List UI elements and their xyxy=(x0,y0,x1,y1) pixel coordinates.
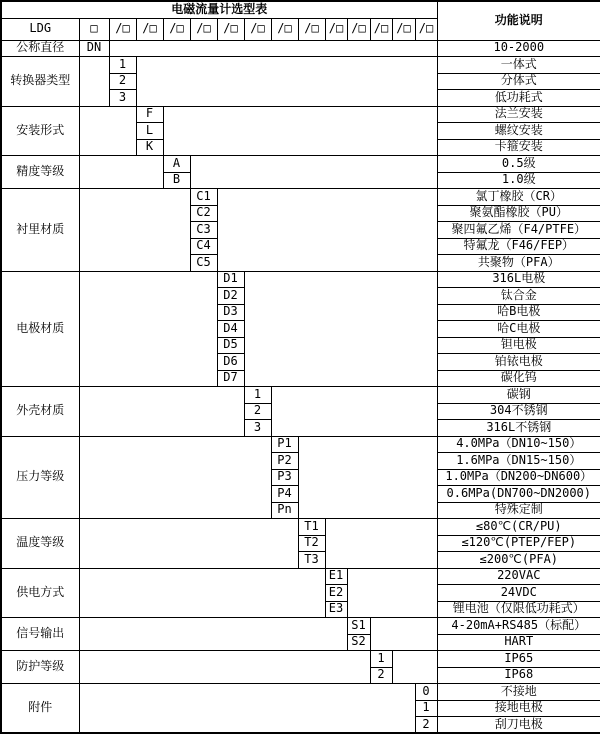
option-desc: 法兰安装 xyxy=(437,106,600,123)
option-code: C5 xyxy=(190,255,217,272)
option-desc: 304不锈钢 xyxy=(437,403,600,420)
option-desc: 聚氨酯橡胶（PU） xyxy=(437,205,600,222)
empty-spacer xyxy=(298,436,437,519)
option-code: D2 xyxy=(217,288,244,305)
empty-spacer xyxy=(325,519,437,569)
option-code: 1 xyxy=(415,700,437,717)
option-desc: 低功耗式 xyxy=(437,90,600,107)
option-desc: 锂电池（仅限低功耗式） xyxy=(437,601,600,618)
empty-spacer xyxy=(79,618,347,651)
option-desc: 特殊定制 xyxy=(437,502,600,519)
model-code-slot: /□ xyxy=(298,18,325,40)
option-desc: 不接地 xyxy=(437,684,600,701)
empty-spacer xyxy=(79,189,190,272)
option-code: E3 xyxy=(325,601,347,618)
empty-spacer xyxy=(136,57,437,107)
empty-spacer xyxy=(217,189,437,272)
option-desc: 10-2000 xyxy=(437,40,600,57)
option-code: T3 xyxy=(298,552,325,569)
option-desc: 铂铱电极 xyxy=(437,354,600,371)
option-desc: 哈B电极 xyxy=(437,304,600,321)
table-row xyxy=(1,568,600,585)
option-code: T2 xyxy=(298,535,325,552)
option-desc: 316L电极 xyxy=(437,271,600,288)
option-code: 2 xyxy=(370,667,392,684)
option-desc: 1.6MPa（DN15~150） xyxy=(437,453,600,470)
option-code: B xyxy=(163,172,190,189)
empty-spacer xyxy=(79,387,244,437)
option-code: 3 xyxy=(244,420,271,437)
option-desc: ≤200℃(PFA) xyxy=(437,552,600,569)
option-desc: 分体式 xyxy=(437,73,600,90)
empty-spacer xyxy=(392,651,437,684)
table-row xyxy=(1,618,600,635)
model-code-slot: /□ xyxy=(109,18,136,40)
option-code: E1 xyxy=(325,568,347,585)
option-desc: 共聚物（PFA） xyxy=(437,255,600,272)
table-row xyxy=(1,684,600,701)
model-code-slot: /□ xyxy=(392,18,415,40)
option-code: D1 xyxy=(217,271,244,288)
option-code: P2 xyxy=(271,453,298,470)
category-label: 信号输出 xyxy=(1,618,79,651)
table-row xyxy=(1,40,600,57)
category-label: 防护等级 xyxy=(1,651,79,684)
category-label: 供电方式 xyxy=(1,568,79,618)
model-code-slot: /□ xyxy=(136,18,163,40)
model-code-slot: /□ xyxy=(347,18,370,40)
empty-spacer xyxy=(244,271,437,387)
option-desc: 氯丁橡胶（CR） xyxy=(437,189,600,206)
option-code: C4 xyxy=(190,238,217,255)
model-code-slot: /□ xyxy=(217,18,244,40)
option-desc: 1.0级 xyxy=(437,172,600,189)
option-code: D6 xyxy=(217,354,244,371)
option-desc: 0.5级 xyxy=(437,156,600,173)
option-code: D4 xyxy=(217,321,244,338)
empty-spacer xyxy=(79,271,217,387)
category-label: 衬里材质 xyxy=(1,189,79,272)
option-desc: 螺纹安装 xyxy=(437,123,600,140)
option-desc: IP68 xyxy=(437,667,600,684)
model-code-slot: /□ xyxy=(271,18,298,40)
empty-spacer xyxy=(79,651,370,684)
category-label: 转换器类型 xyxy=(1,57,79,107)
option-desc: 4.0MPa（DN10~150） xyxy=(437,436,600,453)
option-code: 2 xyxy=(415,717,437,734)
model-code-slot: /□ xyxy=(415,18,437,40)
option-code: P3 xyxy=(271,469,298,486)
empty-spacer xyxy=(79,436,271,519)
option-code: D7 xyxy=(217,370,244,387)
option-desc: 一体式 xyxy=(437,57,600,74)
option-code: 1 xyxy=(109,57,136,74)
table-row xyxy=(1,387,600,404)
option-desc: 4-20mA+RS485（标配） xyxy=(437,618,600,635)
table-row xyxy=(1,519,600,536)
option-code: T1 xyxy=(298,519,325,536)
option-desc: 0.6MPa(DN700~DN2000) xyxy=(437,486,600,503)
option-code: 1 xyxy=(244,387,271,404)
option-code: A xyxy=(163,156,190,173)
option-code: S1 xyxy=(347,618,370,635)
category-label: 公称直径 xyxy=(1,40,79,57)
option-desc: 钽电极 xyxy=(437,337,600,354)
option-code: 1 xyxy=(370,651,392,668)
option-code: DN xyxy=(79,40,109,57)
category-label: 外壳材质 xyxy=(1,387,79,437)
table-row xyxy=(1,189,600,206)
option-desc: 碳化钨 xyxy=(437,370,600,387)
table-row xyxy=(1,651,600,668)
empty-spacer xyxy=(79,519,298,569)
empty-spacer xyxy=(190,156,437,189)
option-code: P1 xyxy=(271,436,298,453)
model-code-slot: /□ xyxy=(163,18,190,40)
option-code: S2 xyxy=(347,634,370,651)
empty-spacer xyxy=(163,106,437,156)
category-label: 电极材质 xyxy=(1,271,79,387)
empty-spacer xyxy=(109,40,437,57)
option-code: Pn xyxy=(271,502,298,519)
option-desc: HART xyxy=(437,634,600,651)
table-row xyxy=(1,436,600,453)
option-code: D3 xyxy=(217,304,244,321)
option-code: 2 xyxy=(109,73,136,90)
empty-spacer xyxy=(370,618,437,651)
option-desc: 220VAC xyxy=(437,568,600,585)
option-code: E2 xyxy=(325,585,347,602)
page-title: 电磁流量计选型表 xyxy=(1,1,437,18)
option-desc: 刮刀电极 xyxy=(437,717,600,734)
empty-spacer xyxy=(271,387,437,437)
model-prefix: LDG xyxy=(1,18,79,40)
empty-spacer xyxy=(79,156,163,189)
option-desc: 钛合金 xyxy=(437,288,600,305)
function-column-header: 功能说明 xyxy=(437,1,600,40)
option-desc: 卡箍安装 xyxy=(437,139,600,156)
table-row xyxy=(1,106,600,123)
model-code-slot: /□ xyxy=(244,18,271,40)
option-desc: IP65 xyxy=(437,651,600,668)
option-desc: 接地电极 xyxy=(437,700,600,717)
empty-spacer xyxy=(79,106,136,156)
option-code: L xyxy=(136,123,163,140)
option-code: C1 xyxy=(190,189,217,206)
option-desc: 24VDC xyxy=(437,585,600,602)
category-label: 温度等级 xyxy=(1,519,79,569)
table-row xyxy=(1,156,600,173)
option-desc: 316L不锈钢 xyxy=(437,420,600,437)
option-desc: 碳钢 xyxy=(437,387,600,404)
empty-spacer xyxy=(79,684,415,734)
table-row xyxy=(1,57,600,74)
option-code: D5 xyxy=(217,337,244,354)
category-label: 压力等级 xyxy=(1,436,79,519)
option-desc: 哈C电极 xyxy=(437,321,600,338)
empty-spacer xyxy=(347,568,437,618)
option-code: 0 xyxy=(415,684,437,701)
option-code: C2 xyxy=(190,205,217,222)
option-code: C3 xyxy=(190,222,217,239)
option-desc: 特氟龙（F46/FEP） xyxy=(437,238,600,255)
empty-spacer xyxy=(79,57,109,107)
option-desc: 1.0MPa（DN200~DN600） xyxy=(437,469,600,486)
category-label: 安装形式 xyxy=(1,106,79,156)
table-row xyxy=(1,1,600,18)
model-code-slot: /□ xyxy=(325,18,347,40)
empty-spacer xyxy=(79,568,325,618)
model-box-slot: □ xyxy=(79,18,109,40)
table-row xyxy=(1,271,600,288)
category-label: 精度等级 xyxy=(1,156,79,189)
option-code: K xyxy=(136,139,163,156)
option-desc: 聚四氟乙烯（F4/PTFE） xyxy=(437,222,600,239)
option-desc: ≤80℃(CR/PU) xyxy=(437,519,600,536)
option-code: F xyxy=(136,106,163,123)
model-code-slot: /□ xyxy=(190,18,217,40)
option-code: P4 xyxy=(271,486,298,503)
option-desc: ≤120℃(PTEP/FEP) xyxy=(437,535,600,552)
option-code: 3 xyxy=(109,90,136,107)
option-code: 2 xyxy=(244,403,271,420)
category-label: 附件 xyxy=(1,684,79,734)
model-code-slot: /□ xyxy=(370,18,392,40)
